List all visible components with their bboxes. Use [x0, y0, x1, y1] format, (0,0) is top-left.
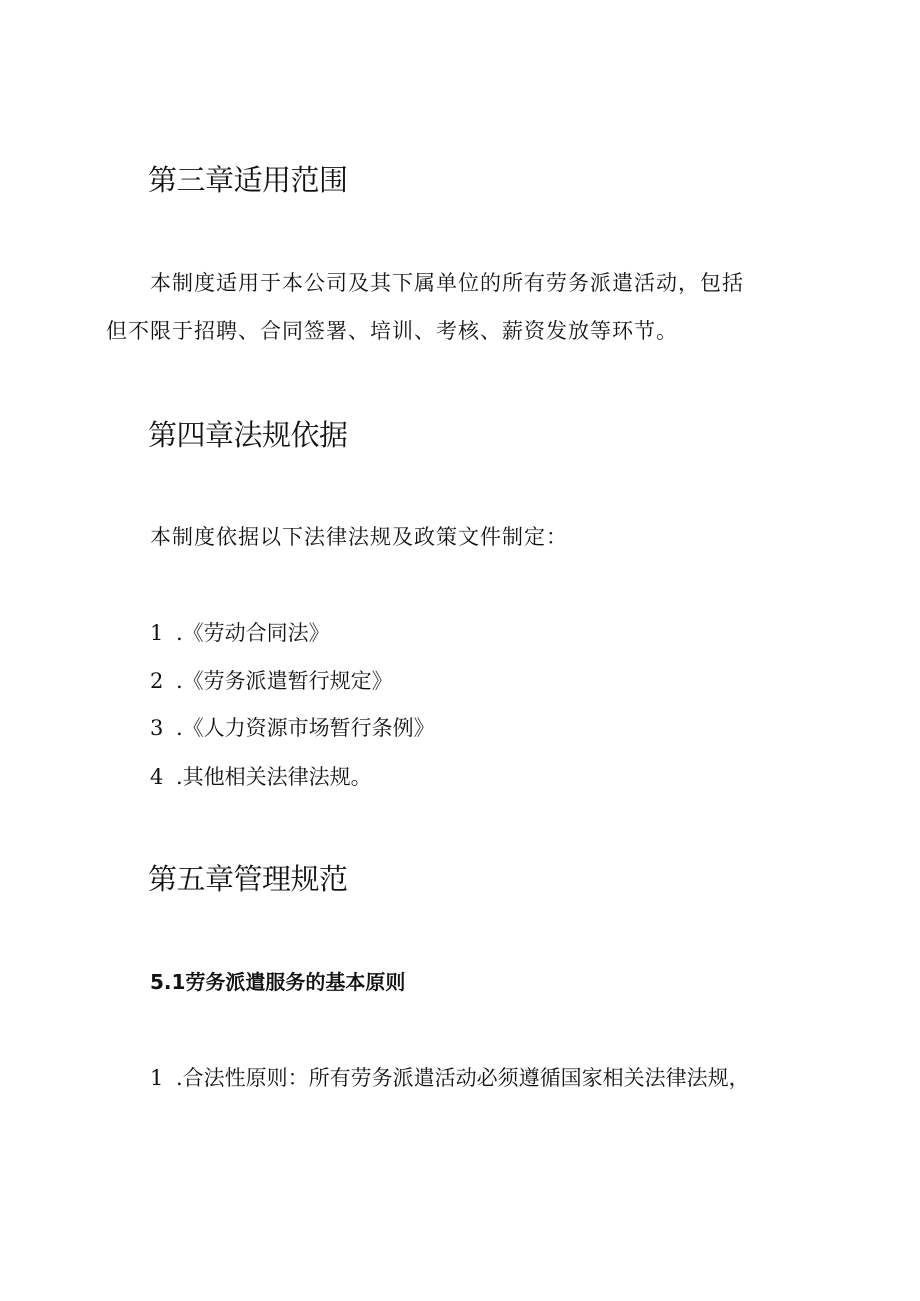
list-item [150, 762, 372, 792]
list-item-text: .《人力资源市场暂行条例》 [176, 716, 435, 740]
list-item [150, 666, 393, 696]
list-item-number: 2 [150, 669, 164, 693]
principle-item-text: .合法性原则：所有劳务派遣活动必须遵循国家相关法律法规， [176, 1066, 750, 1090]
list-item-number: 1 [150, 621, 164, 645]
list-item [150, 713, 435, 743]
list-item-text: .《劳务派遣暂行规定》 [176, 669, 393, 693]
chapter-4-intro: 本制度依据以下法律法规及政策文件制定： [150, 525, 568, 549]
principle-item [150, 1063, 750, 1093]
chapter-3-paragraph-line-1: 本制度适用于本公司及其下属单位的所有劳务派遣活动，包括 [150, 271, 744, 295]
list-item-number: 3 [150, 716, 164, 740]
list-item-number: 4 [150, 765, 164, 789]
list-item-text: .其他相关法律法规。 [176, 765, 372, 789]
chapter-5-heading: 第五章管理规范 [148, 862, 348, 896]
chapter-3-paragraph-line-2: 但不限于招聘、合同签署、培训、考核、薪资发放等环节。 [106, 319, 678, 343]
principle-item-number: 1 [150, 1066, 164, 1090]
list-item [150, 618, 330, 648]
chapter-3-heading: 第三章适用范围 [148, 163, 348, 197]
chapter-4-heading: 第四章法规依据 [148, 418, 348, 452]
section-5-1-title: 5.1劳务派遣服务的基本原则 [150, 970, 406, 994]
list-item-text: .《劳动合同法》 [176, 621, 330, 645]
